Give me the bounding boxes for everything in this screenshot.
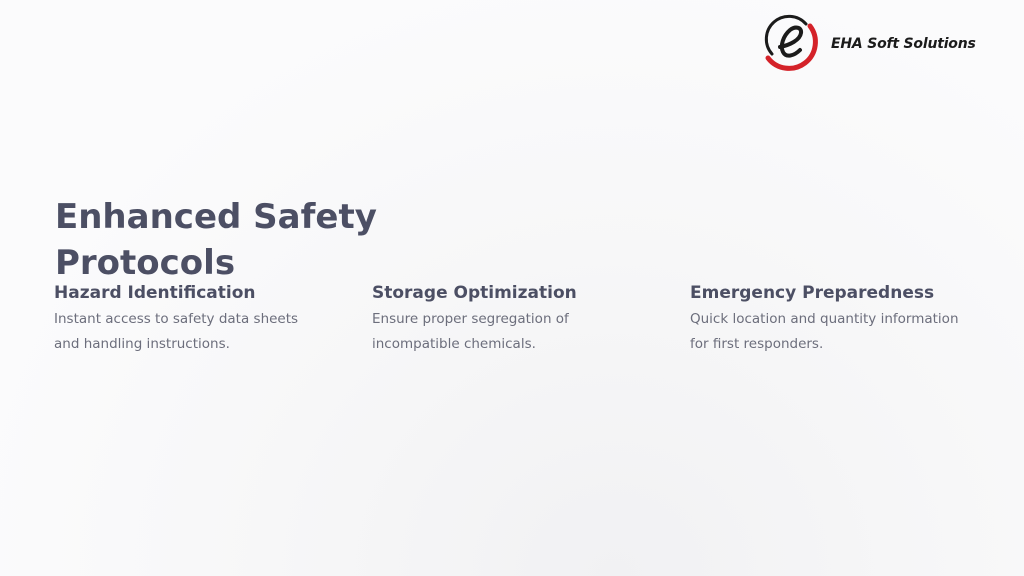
page-title: Enhanced Safety Protocols <box>55 197 377 283</box>
feature-card-emergency <box>690 280 970 357</box>
eha-e-logo-icon <box>760 14 822 76</box>
brand-name: EHA Soft Solutions <box>831 36 976 52</box>
feature-card-storage <box>372 280 632 357</box>
feature-card-hazard <box>54 280 324 357</box>
card-description: Quick location and quantity information for first responders. <box>690 311 959 352</box>
card-description: Instant access to safety data sheets and handling instructions. <box>54 311 299 352</box>
card-description: Ensure proper segregation of incompatible chemicals. <box>372 311 569 352</box>
card-heading: Emergency Preparedness <box>690 283 935 303</box>
card-heading: Hazard Identification <box>54 283 256 303</box>
card-heading: Storage Optimization <box>372 283 577 303</box>
brand-logo <box>760 14 1012 76</box>
